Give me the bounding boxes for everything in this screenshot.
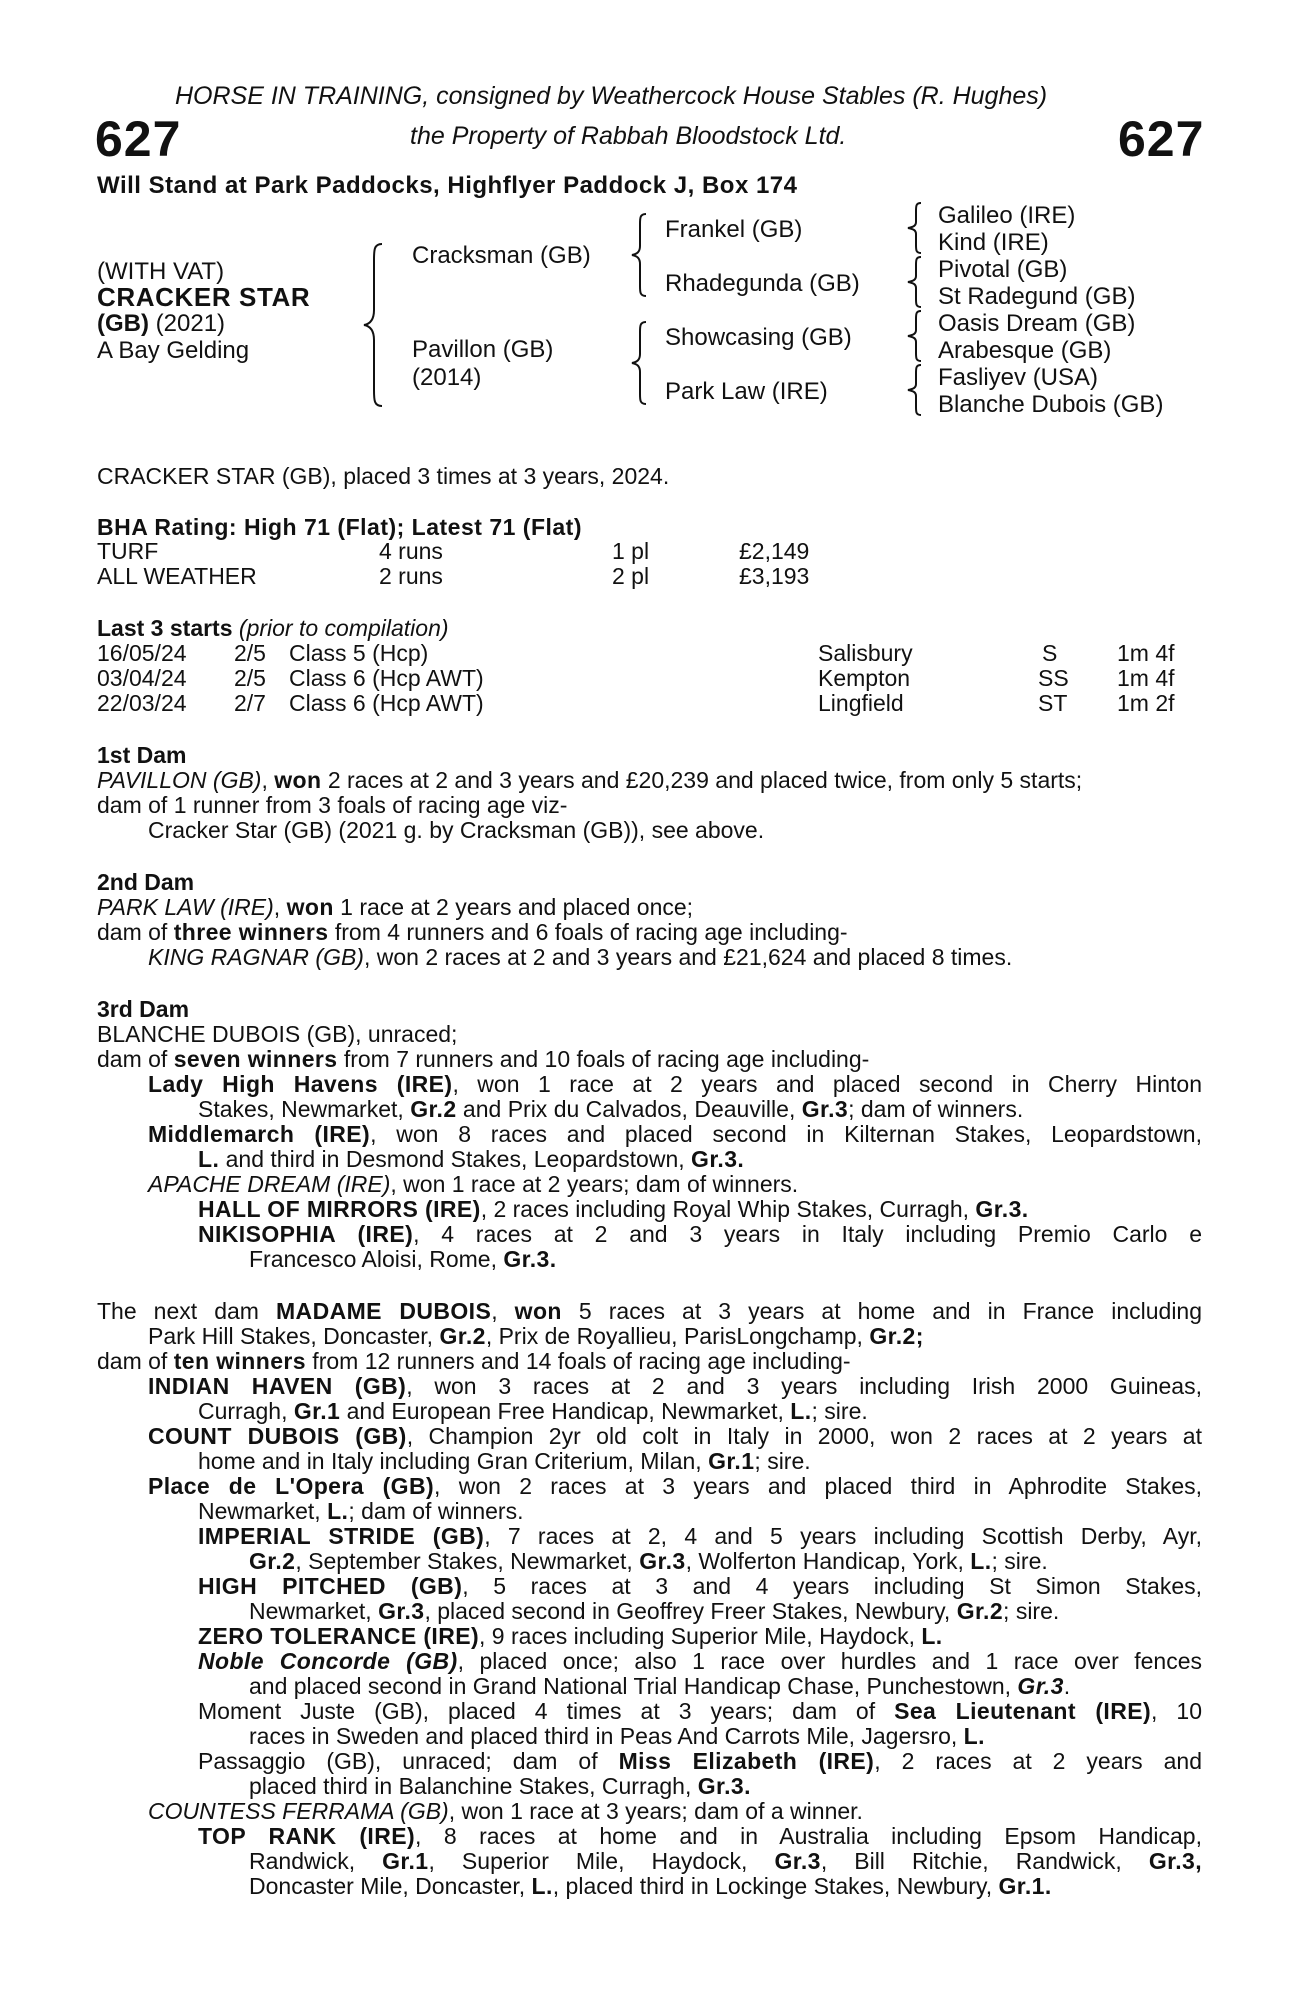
dam3-produce-3-text: , won 1 race at 2 years; dam of winners. — [390, 1171, 799, 1197]
dam3-p5b: Francesco Aloisi, Rome, — [249, 1246, 504, 1272]
dam4-e1: , 5 races at 3 and 4 years including St Simon Stakes, — [462, 1573, 1202, 1599]
dam4-produce-e-line1 — [198, 1573, 1202, 1600]
dam3-winners: seven winners — [173, 1046, 338, 1072]
dam4-c3: ; dam of winners. — [348, 1498, 524, 1524]
start-3-dist: 1m 2f — [1117, 690, 1175, 716]
dam4-produce-b-line2 — [198, 1448, 811, 1475]
dam3-produce-2-text: , won 8 races and placed second in Kilternan Stakes, Leopardstown, — [370, 1121, 1202, 1147]
grade-label: Gr.1 — [382, 1848, 429, 1874]
rating-row-turf-runs: 4 runs — [379, 538, 443, 564]
pedigree-brace-g3 — [905, 308, 927, 364]
start-2-course: Kempton — [818, 665, 911, 691]
dam4-produce-e-name: HIGH PITCHED (GB) — [198, 1573, 463, 1599]
dam4-produce-b-name: COUNT DUBOIS (GB) — [148, 1423, 407, 1449]
rating-row-aw-prize: £3,193 — [739, 563, 810, 589]
dam3-produce-5-name: NIKISOPHIA (IRE) — [198, 1221, 414, 1247]
dam4-t2a: Park Hill Stakes, Doncaster, — [148, 1323, 440, 1349]
dam4-won: won — [514, 1298, 562, 1324]
grade-label: Gr.3 — [378, 1598, 425, 1624]
dam4-g2: and placed second in Grand National Trial Handicap Chase, Punchestown, — [249, 1673, 1018, 1699]
dam4-produce-g-line2: and placed second in Grand National Trial Handicap Chase, Punchestown, Gr.3. — [249, 1673, 1071, 1699]
grade-label: L. — [921, 1623, 943, 1649]
grade-label: Gr.3 — [1017, 1673, 1064, 1699]
horse-year: (2021) — [155, 310, 226, 337]
dam4-produce-h-line1 — [198, 1698, 1202, 1725]
grade-label: Gr.3. — [691, 1146, 745, 1172]
dam4-h2: , 10 — [1151, 1698, 1202, 1724]
dam4-winners: ten winners — [173, 1348, 306, 1374]
dam4-c2: Newmarket, — [198, 1498, 328, 1524]
dam4-produce-c-line2 — [198, 1498, 523, 1525]
start-2-pos: 2/5 — [234, 665, 266, 691]
start-1-pos: 2/5 — [234, 640, 266, 666]
start-2-class: Class 6 (Hcp AWT) — [289, 665, 484, 691]
dam4-produce-g-line1 — [198, 1648, 1202, 1675]
dam4-produce-a-name: INDIAN HAVEN (GB) — [148, 1373, 407, 1399]
dam2-line2 — [97, 919, 848, 946]
dam4-t1a: The next dam — [97, 1298, 276, 1324]
dam2-heading: 2nd Dam — [97, 869, 195, 895]
dam1-won: won — [274, 767, 322, 793]
dam2-produce-1 — [148, 944, 1012, 971]
pedigree-brace-g1 — [905, 200, 927, 256]
dam4-c1: , won 2 races at 3 years and placed third in Aphrodite Stakes, — [434, 1473, 1203, 1499]
dam3-text2a: dam of — [97, 1046, 174, 1072]
grade-label: L. — [531, 1873, 553, 1899]
pedigree-brace-g2 — [905, 254, 927, 310]
dam3-produce-1-line1 — [148, 1071, 1202, 1098]
lot-number-left: 627 — [95, 111, 182, 167]
grade-label: Gr.3. — [697, 1773, 751, 1799]
dam4-produce-c-line1 — [148, 1473, 1202, 1500]
dam2-name: PARK LAW (IRE) — [97, 894, 274, 920]
dam3-produce-4 — [198, 1196, 1029, 1223]
grade-label: Gr.1 — [708, 1448, 755, 1474]
dam2-winners: three winners — [173, 919, 329, 945]
race-summary: CRACKER STAR (GB), placed 3 times at 3 years, 2024. — [97, 463, 670, 489]
dam4-j1: , won 1 race at 3 years; dam of a winner. — [448, 1798, 863, 1824]
dam4-d3: , Wolferton Handicap, York, — [685, 1548, 971, 1574]
start-3-pos: 2/7 — [234, 690, 266, 716]
lot-number-right: 627 — [1118, 111, 1205, 167]
dam4-produce-a-line1 — [148, 1373, 1202, 1400]
start-3-course: Lingfield — [818, 690, 904, 716]
dam1-heading: 1st Dam — [97, 742, 187, 768]
grade-label: Gr.1 — [293, 1398, 341, 1424]
dam4-d2: , September Stakes, Newmarket, — [295, 1548, 640, 1574]
dam4-k1: , 8 races at home and in Australia including Epsom Handicap, — [415, 1823, 1202, 1849]
start-2-date: 03/04/24 — [97, 665, 187, 691]
horse-origin-year — [97, 310, 225, 338]
dam4-produce-h-name: Sea Lieutenant (IRE) — [894, 1698, 1152, 1724]
dam3-line2 — [97, 1046, 869, 1073]
grade-label: Gr.3. — [503, 1246, 557, 1272]
dam3-p1c: and Prix du Calvados, Deauville, — [456, 1096, 802, 1122]
sire-name: Cracksman (GB) — [412, 242, 591, 269]
dam4-line1: The next dam MADAME DUBOIS, won 5 races at 3 years at home and in France including — [97, 1298, 1203, 1324]
dam4-produce-d-name: IMPERIAL STRIDE (GB) — [198, 1523, 485, 1549]
dam1-line2: dam of 1 runner from 3 foals of racing age viz- — [97, 792, 568, 818]
dam3-produce-3 — [148, 1171, 798, 1198]
pedigree-brace-main — [360, 240, 390, 410]
start-3-going: ST — [1038, 690, 1068, 716]
dam4-produce-c-name: Place de L'Opera (GB) — [148, 1473, 435, 1499]
dam2-produce-1-text: , won 2 races at 2 and 3 years and £21,624 and placed 8 times. — [363, 944, 1013, 970]
dam4-line2 — [148, 1323, 924, 1350]
dam4-b3: ; sire. — [754, 1448, 811, 1474]
dam2-text2a: dam of — [97, 919, 174, 945]
grandsire-4: Fasliyev (USA) — [938, 364, 1099, 391]
dam4-t3a: dam of — [97, 1348, 174, 1374]
dam4-i1: Passaggio (GB), unraced; dam of — [198, 1748, 619, 1774]
dam4-produce-j — [148, 1798, 863, 1825]
dam-name: Pavillon (GB) — [412, 336, 554, 363]
dam4-produce-d-line2 — [249, 1548, 1048, 1575]
grade-label: L. — [327, 1498, 349, 1524]
dam4-t1b: 5 races at 3 years at home and in France including — [561, 1298, 1203, 1324]
start-1-date: 16/05/24 — [97, 640, 187, 666]
dam4-produce-k-line3 — [249, 1873, 1052, 1900]
dam-dam-name: Park Law (IRE) — [665, 378, 828, 405]
dam3-heading: 3rd Dam — [97, 996, 190, 1022]
dam3-produce-5-line1 — [198, 1221, 1202, 1248]
dam4-k3: , Superior Mile, Haydock, — [428, 1848, 775, 1874]
grandsire-1: Galileo (IRE) — [938, 202, 1076, 229]
dam4-a4: ; sire. — [811, 1398, 868, 1424]
dam2-text1: 1 race at 2 years and placed once; — [333, 894, 694, 920]
dam4-produce-j-name: COUNTESS FERRAMA (GB) — [148, 1798, 449, 1824]
grade-label: Gr.3, — [1148, 1848, 1202, 1874]
dam4-produce-f-name: ZERO TOLERANCE (IRE) — [198, 1623, 480, 1649]
granddam-2: St Radegund (GB) — [938, 283, 1136, 310]
granddam-1: Kind (IRE) — [938, 229, 1049, 256]
horse-name: CRACKER STAR — [97, 282, 311, 312]
dam4-produce-i-line1 — [198, 1748, 1202, 1775]
dam-sire-name: Showcasing (GB) — [665, 324, 852, 351]
start-3-date: 22/03/24 — [97, 690, 187, 716]
grandsire-2: Pivotal (GB) — [938, 256, 1068, 283]
dam3-produce-1-text: , won 1 race at 2 years and placed second in Cherry Hinton — [452, 1071, 1202, 1097]
rating-row-turf-prize: £2,149 — [739, 538, 810, 564]
dam4-t3c: from 12 runners and 14 foals of racing age including- — [305, 1348, 851, 1374]
horse-description: A Bay Gelding — [97, 337, 250, 364]
dam4-d1: , 7 races at 2, 4 and 5 years including Scottish Derby, Ayr, — [484, 1523, 1202, 1549]
dam3-produce-2-name: Middlemarch (IRE) — [148, 1121, 371, 1147]
start-2-dist: 1m 4f — [1117, 665, 1175, 691]
rating-row-aw-surface: ALL WEATHER — [97, 563, 257, 589]
dam3-produce-4-text: , 2 races including Royal Whip Stakes, Curragh, — [480, 1196, 976, 1222]
dam3-produce-1-line2 — [198, 1096, 1023, 1123]
dam2-won: won — [286, 894, 334, 920]
dam4-produce-f — [198, 1623, 943, 1650]
granddam-4: Blanche Dubois (GB) — [938, 391, 1164, 418]
dam3-p1d: ; dam of winners. — [848, 1096, 1024, 1122]
start-1-going: S — [1042, 640, 1058, 666]
sire-sire-name: Frankel (GB) — [665, 216, 803, 243]
dam4-produce-a-line2 — [198, 1398, 868, 1425]
grade-label: Gr.2 — [956, 1598, 1004, 1624]
dam4-e3: , placed second in Geoffrey Freer Stakes, Newbury, — [424, 1598, 957, 1624]
grade-label: L. — [198, 1146, 220, 1172]
start-1-course: Salisbury — [818, 640, 913, 666]
dam4-t2b: , Prix de Royallieu, ParisLongchamp, — [485, 1323, 870, 1349]
dam4-produce-b-line1 — [148, 1423, 1202, 1450]
dam3-p1b: Stakes, Newmarket, — [198, 1096, 411, 1122]
grade-label: Gr.2 — [410, 1096, 457, 1122]
dam4-produce-k-name: TOP RANK (IRE) — [198, 1823, 416, 1849]
grade-label: Gr.1. — [998, 1873, 1052, 1899]
dam4-produce-k-line2 — [249, 1848, 1202, 1875]
start-1-dist: 1m 4f — [1117, 640, 1175, 666]
vat-note: (WITH VAT) — [97, 258, 225, 285]
dam4-h3: races in Sweden and placed third in Peas And Carrots Mile, Jagersro, — [249, 1723, 964, 1749]
dam4-line3 — [97, 1348, 851, 1375]
dam3-produce-1-name: Lady High Havens (IRE) — [148, 1071, 453, 1097]
grade-label: Gr.2 — [439, 1323, 486, 1349]
sire-dam-name: Rhadegunda (GB) — [665, 270, 860, 297]
dam1-name: PAVILLON (GB) — [97, 767, 262, 793]
rating-row-turf-placed: 1 pl — [612, 538, 650, 564]
dam4-a1: , won 3 races at 2 and 3 years including Irish 2000 Guineas, — [406, 1373, 1202, 1399]
dam4-i2: , 2 races at 2 years and — [874, 1748, 1202, 1774]
dam4-produce-g-name: Noble Concorde (GB) — [198, 1648, 458, 1674]
dam3-produce-2-line1 — [148, 1121, 1202, 1148]
dam4-k4: , Bill Ritchie, Randwick, — [820, 1848, 1149, 1874]
dam4-k2: Randwick, — [249, 1848, 383, 1874]
dam3-p2b: and third in Desmond Stakes, Leopardstown, — [219, 1146, 692, 1172]
start-2-going: SS — [1038, 665, 1069, 691]
dam1-line1: PAVILLON (GB), won 2 races at 2 and 3 years and £20,239 and placed twice, from only 5 starts; — [97, 767, 1083, 793]
dam3-produce-4-name: HALL OF MIRRORS (IRE) — [198, 1196, 481, 1222]
start-1-class: Class 5 (Hcp) — [289, 640, 429, 666]
dam3-produce-5-line2 — [249, 1246, 557, 1273]
dam4-f1: , 9 races including Superior Mile, Haydock, — [479, 1623, 922, 1649]
start-3-class: Class 6 (Hcp AWT) — [289, 690, 484, 716]
dam2-text2c: from 4 runners and 6 foals of racing age including- — [328, 919, 848, 945]
consignor-line: HORSE IN TRAINING, consigned by Weathercock House Stables (R. Hughes) — [175, 82, 1048, 110]
dam3-produce-2-line2 — [198, 1146, 744, 1173]
grade-label: Gr.2; — [869, 1323, 924, 1349]
dam4-name: MADAME DUBOIS — [276, 1298, 492, 1324]
dam4-a2: Curragh, — [198, 1398, 294, 1424]
grade-label: Gr.3 — [801, 1096, 849, 1122]
grade-label: Gr.3. — [975, 1196, 1029, 1222]
dam4-produce-k-line1 — [198, 1823, 1202, 1850]
grade-label: L. — [963, 1723, 985, 1749]
dam1-line3: Cracker Star (GB) (2021 g. by Cracksman (GB)), see above. — [148, 817, 765, 843]
rating-row-turf-surface: TURF — [97, 538, 159, 564]
grade-label: Gr.3 — [639, 1548, 686, 1574]
dam4-produce-i-line2 — [249, 1773, 751, 1800]
dam4-g1: , placed once; also 1 race over hurdles and 1 race over fences — [457, 1648, 1202, 1674]
rating-row-aw-runs: 2 runs — [379, 563, 443, 589]
dam2-produce-1-name: KING RAGNAR (GB) — [148, 944, 364, 970]
dam4-produce-i-name: Miss Elizabeth (IRE) — [618, 1748, 875, 1774]
pedigree-brace-sire — [628, 210, 652, 300]
dam3-produce-5-text: , 4 races at 2 and 3 years in Italy including Premio Carlo e — [413, 1221, 1202, 1247]
dam4-e2: Newmarket, — [249, 1598, 379, 1624]
dam4-produce-d-line1 — [198, 1523, 1202, 1550]
last-starts-heading — [97, 615, 449, 642]
dam4-b2: home and in Italy including Gran Criterium, Milan, — [198, 1448, 709, 1474]
dam3-text2c: from 7 runners and 10 foals of racing age including- — [337, 1046, 870, 1072]
grandsire-3: Oasis Dream (GB) — [938, 310, 1136, 337]
grade-label: Gr.2 — [249, 1548, 296, 1574]
granddam-3: Arabesque (GB) — [938, 337, 1112, 364]
dam3-line1: BLANCHE DUBOIS (GB), unraced; — [97, 1021, 458, 1047]
dam4-produce-e-line2 — [249, 1598, 1059, 1625]
dam1-text1: 2 races at 2 and 3 years and £20,239 and placed twice, from only 5 starts; — [321, 767, 1083, 793]
dam4-b1: , Champion 2yr old colt in Italy in 2000, won 2 races at 2 years at — [406, 1423, 1202, 1449]
horse-origin: (GB) — [97, 310, 149, 337]
rating-row-aw-placed: 2 pl — [612, 563, 650, 589]
dam4-h1: Moment Juste (GB), placed 4 times at 3 years; dam of — [198, 1698, 895, 1724]
last-starts-note: (prior to compilation) — [238, 615, 449, 641]
pedigree-brace-dam — [628, 318, 652, 408]
dam4-d4: ; sire. — [991, 1548, 1048, 1574]
dam3-produce-3-name: APACHE DREAM (IRE) — [148, 1171, 391, 1197]
property-line: the Property of Rabbah Bloodstock Ltd. — [410, 122, 847, 150]
grade-label: Gr.3 — [774, 1848, 821, 1874]
grade-label: L. — [790, 1398, 812, 1424]
dam4-k6: , placed third in Lockinge Stakes, Newbury, — [552, 1873, 999, 1899]
last-starts-title: Last 3 starts — [97, 615, 233, 641]
pedigree-brace-g4 — [905, 362, 927, 418]
stand-location: Will Stand at Park Paddocks, Highflyer Paddock J, Box 174 — [97, 172, 798, 199]
bha-rating: BHA Rating: High 71 (Flat); Latest 71 (Flat) — [97, 514, 582, 540]
dam4-k5: Doncaster Mile, Doncaster, — [249, 1873, 532, 1899]
dam4-e4: ; sire. — [1003, 1598, 1060, 1624]
dam4-a3: and European Free Handicap, Newmarket, — [340, 1398, 791, 1424]
dam4-produce-h-line2 — [249, 1723, 985, 1750]
dam2-line1: PARK LAW (IRE), won 1 race at 2 years and placed once; — [97, 894, 694, 920]
dam-year: (2014) — [412, 364, 482, 391]
dam4-i3: placed third in Balanchine Stakes, Curragh, — [249, 1773, 698, 1799]
grade-label: L. — [970, 1548, 992, 1574]
